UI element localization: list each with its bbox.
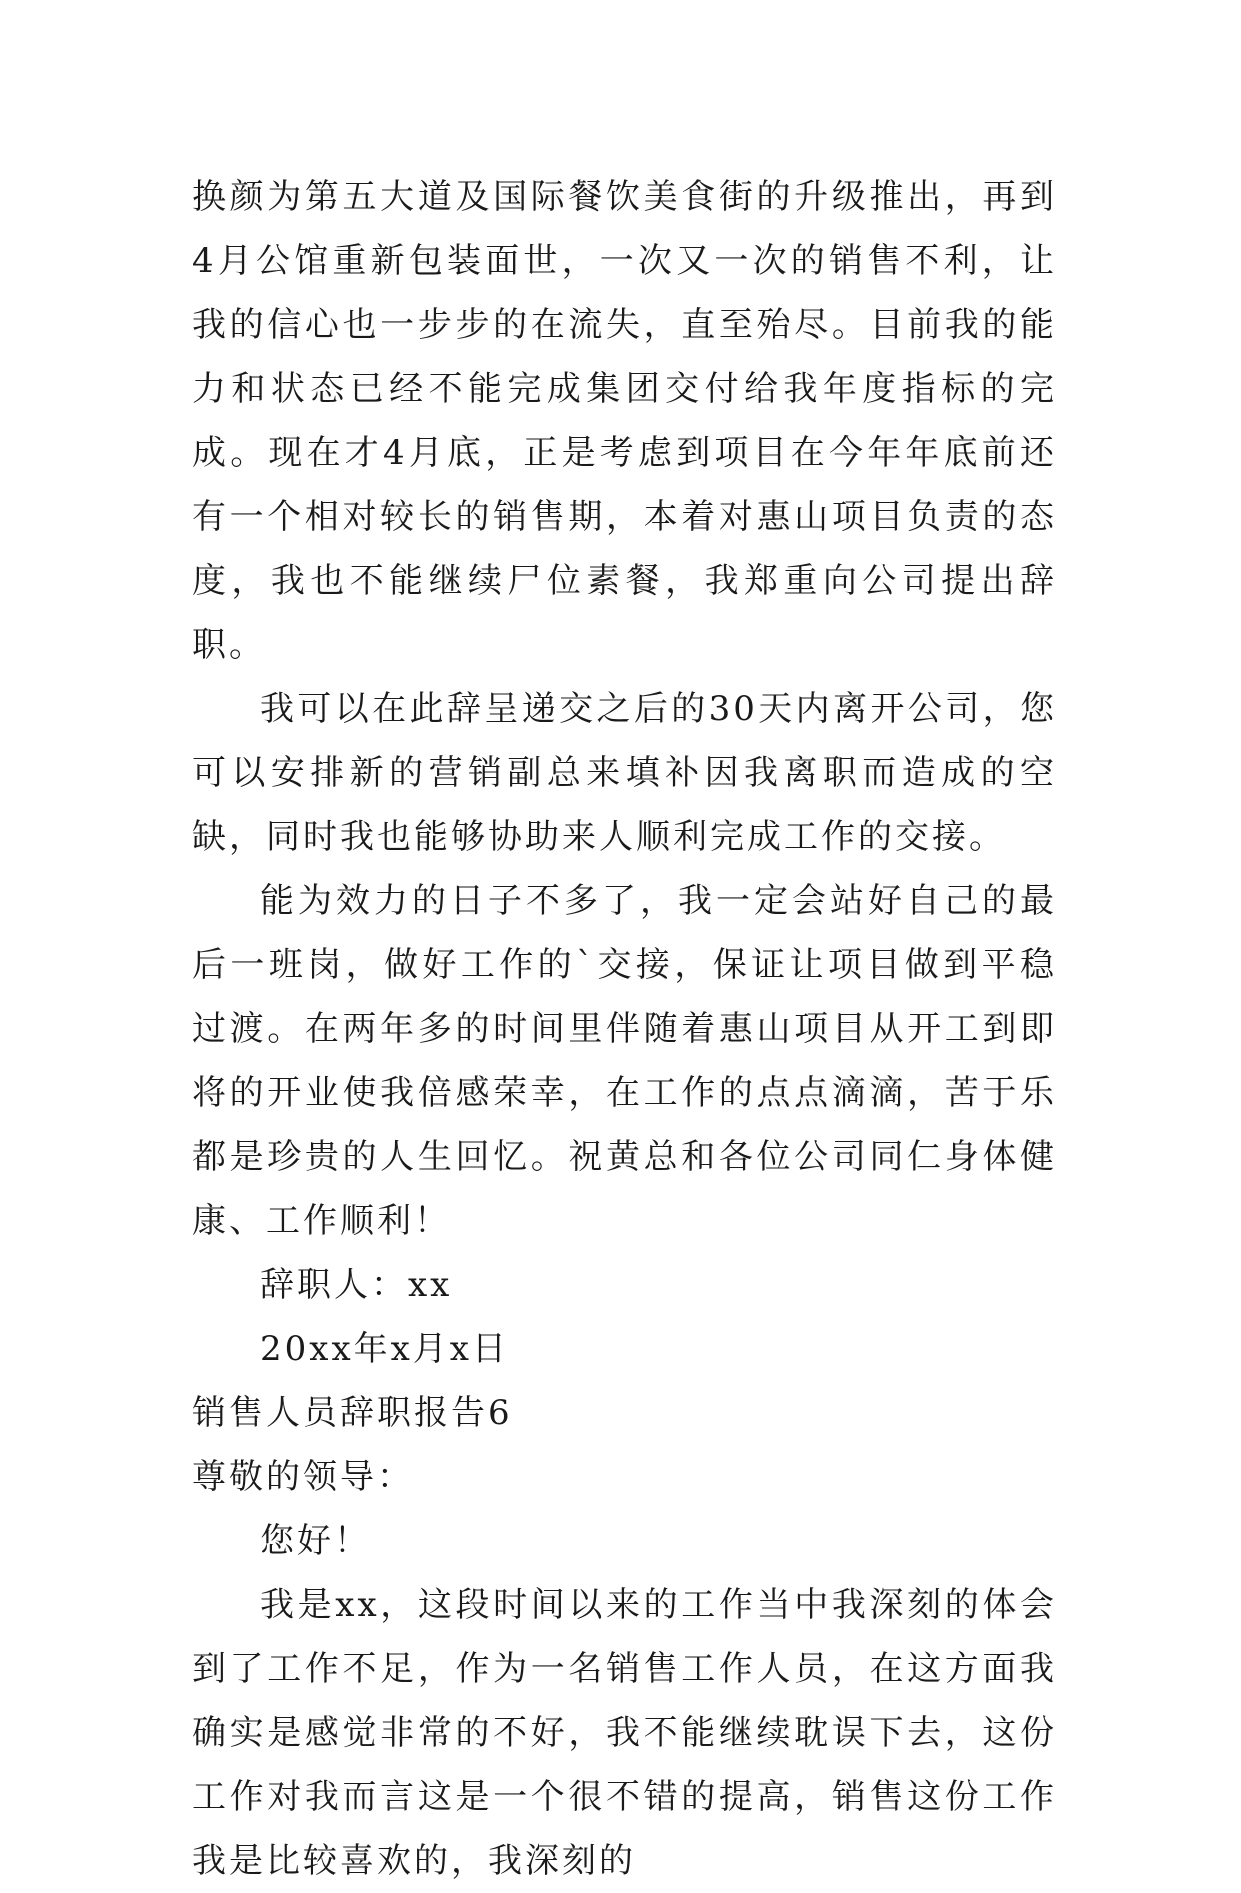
section-title: 销售人员辞职报告6 bbox=[192, 1393, 513, 1433]
signature-line: 辞职人：xx bbox=[260, 1265, 453, 1305]
paragraph-farewell: 能为效力的日子不多了，我一定会站好自己的最后一班岗，做好工作的`交接，保证让项目做到平稳过渡。在两年多的时间里伴随着惠山项目从开工到即将的开业使我倍感荣幸，在工作的点点滴滴，苦于乐都是珍贵的人生回忆。祝黄总和各位公司同仁身体健康、工作顺利！ bbox=[192, 881, 1057, 1241]
paragraph-notice-period: 我可以在此辞呈递交之后的30天内离开公司，您可以安排新的营销副总来填补因我离职而造成的空缺，同时我也能够协助来人顺利完成工作的交接。 bbox=[192, 689, 1057, 857]
paragraph-continuation: 换颜为第五大道及国际餐饮美食街的升级推出，再到4月公馆重新包装面世，一次又一次的销售不利，让我的信心也一步步的在流失，直至殆尽。目前我的能力和状态已经不能完成集团交付给我年度指标的完成。现在才4月底，正是考虑到项目在今年年底前还有一个相对较长的销售期，本着对惠山项目负责的态度，我也不能继续尸位素餐，我郑重向公司提出辞职。 bbox=[192, 177, 1057, 665]
document-body bbox=[192, 165, 1057, 1893]
date-line: 20xx年x月x日 bbox=[260, 1329, 509, 1369]
salutation: 尊敬的领导： bbox=[192, 1457, 414, 1497]
greeting: 您好！ bbox=[260, 1521, 371, 1561]
paragraph-body: 我是xx，这段时间以来的工作当中我深刻的体会到了工作不足，作为一名销售工作人员，在这方面我确实是感觉非常的不好，我不能继续耽误下去，这份工作对我而言这是一个很不错的提高，销售这份工作我是比较喜欢的，我深刻的 bbox=[192, 1585, 1057, 1881]
